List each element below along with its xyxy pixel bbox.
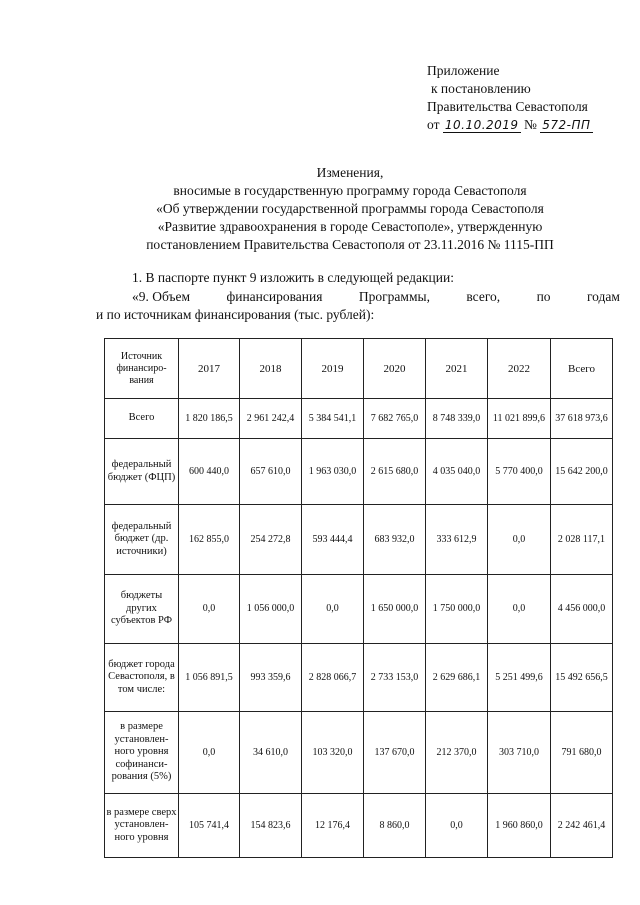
title-line: Изменения, — [316, 165, 384, 180]
paragraph-1: 1. В паспорте пункт 9 изложить в следующей редакции: — [132, 270, 454, 285]
cell: 993 359,6 — [240, 644, 302, 712]
cell: 5 384 541,1 — [302, 399, 364, 439]
word: «9. Объем — [132, 289, 191, 304]
cell: 5 770 400,0 — [488, 439, 551, 505]
title-line: постановлением Правительства Севастополя от 23.11.2016 № 1115-ПП — [146, 237, 554, 252]
cell: 2 733 153,0 — [364, 644, 426, 712]
appendix-date-line — [427, 116, 593, 134]
word: по — [536, 289, 551, 304]
table-row — [105, 399, 613, 439]
cell: 600 440,0 — [179, 439, 240, 505]
row-source: федеральный бюджет (др. источники) — [105, 505, 179, 575]
row-source: бюджеты других субъектов РФ — [105, 575, 179, 644]
title-line: «Развитие здравоохранения в городе Севастополе», утвержденную — [157, 219, 543, 234]
appendix-line-3: Правительства Севастополя — [427, 99, 588, 114]
header-year: 2017 — [179, 339, 240, 399]
header-year: 2021 — [426, 339, 488, 399]
cell: 0,0 — [488, 505, 551, 575]
cell: 254 272,8 — [240, 505, 302, 575]
table-row — [105, 505, 613, 575]
header-year: 2020 — [364, 339, 426, 399]
cell: 8 860,0 — [364, 794, 426, 858]
cell: 333 612,9 — [426, 505, 488, 575]
cell: 0,0 — [488, 575, 551, 644]
document-title — [60, 164, 640, 254]
number-prefix: № — [523, 117, 537, 132]
cell: 0,0 — [179, 575, 240, 644]
row-source: Всего — [105, 399, 179, 439]
header-source: Источник финансиро-вания — [105, 339, 179, 399]
cell: 2 028 117,1 — [551, 505, 613, 575]
cell: 5 251 499,6 — [488, 644, 551, 712]
appendix-line-2: к постановлению — [431, 81, 531, 96]
cell: 105 741,4 — [179, 794, 240, 858]
paragraph-2 — [96, 288, 620, 324]
cell: 2 629 686,1 — [426, 644, 488, 712]
cell: 657 610,0 — [240, 439, 302, 505]
appendix-line-1: Приложение — [427, 63, 500, 78]
cell: 4 456 000,0 — [551, 575, 613, 644]
cell: 1 056 891,5 — [179, 644, 240, 712]
cell: 683 932,0 — [364, 505, 426, 575]
row-source: федеральный бюджет (ФЦП) — [105, 439, 179, 505]
word: Программы, — [358, 289, 430, 304]
paragraph-2-line-1 — [96, 288, 620, 306]
cell: 303 710,0 — [488, 712, 551, 794]
financing-table — [104, 338, 613, 858]
header-year: 2022 — [488, 339, 551, 399]
cell: 137 670,0 — [364, 712, 426, 794]
title-line: «Об утверждении государственной программы города Севастополя — [156, 201, 544, 216]
cell: 0,0 — [179, 712, 240, 794]
cell: 162 855,0 — [179, 505, 240, 575]
cell: 0,0 — [302, 575, 364, 644]
cell: 1 750 000,0 — [426, 575, 488, 644]
cell: 791 680,0 — [551, 712, 613, 794]
handwritten-date: 10.10.2019 — [444, 118, 519, 132]
cell: 103 320,0 — [302, 712, 364, 794]
word: всего, — [466, 289, 501, 304]
row-source: бюджет города Севастополя, в том числе: — [105, 644, 179, 712]
cell: 15 492 656,5 — [551, 644, 613, 712]
cell: 12 176,4 — [302, 794, 364, 858]
row-source: в размере установлен-ного уровня софинанси-рования (5%) — [105, 712, 179, 794]
table-header-row — [105, 339, 613, 399]
cell: 593 444,4 — [302, 505, 364, 575]
word: годам — [586, 289, 620, 304]
cell: 2 615 680,0 — [364, 439, 426, 505]
date-prefix: от — [427, 117, 440, 132]
word: финансирования — [226, 289, 323, 304]
cell: 37 618 973,6 — [551, 399, 613, 439]
cell: 0,0 — [426, 794, 488, 858]
header-total: Всего — [551, 339, 613, 399]
table-row — [105, 794, 613, 858]
row-source: в размере сверх установлен-ного уровня — [105, 794, 179, 858]
cell: 15 642 200,0 — [551, 439, 613, 505]
cell: 2 961 242,4 — [240, 399, 302, 439]
handwritten-number: 572-ПП — [542, 118, 591, 132]
cell: 1 963 030,0 — [302, 439, 364, 505]
cell: 8 748 339,0 — [426, 399, 488, 439]
cell: 34 610,0 — [240, 712, 302, 794]
cell: 1 960 860,0 — [488, 794, 551, 858]
cell: 154 823,6 — [240, 794, 302, 858]
paragraph-2-line-2: и по источникам финансирования (тыс. рублей): — [96, 307, 375, 322]
cell: 1 056 000,0 — [240, 575, 302, 644]
cell: 1 650 000,0 — [364, 575, 426, 644]
cell: 4 035 040,0 — [426, 439, 488, 505]
header-year: 2019 — [302, 339, 364, 399]
table-row — [105, 439, 613, 505]
cell: 2 828 066,7 — [302, 644, 364, 712]
cell: 2 242 461,4 — [551, 794, 613, 858]
table-row — [105, 644, 613, 712]
cell: 11 021 899,6 — [488, 399, 551, 439]
header-year: 2018 — [240, 339, 302, 399]
table-row — [105, 575, 613, 644]
title-line: вносимые в государственную программу города Севастополя — [173, 183, 527, 198]
appendix-block — [427, 62, 593, 134]
cell: 7 682 765,0 — [364, 399, 426, 439]
table-row — [105, 712, 613, 794]
cell: 212 370,0 — [426, 712, 488, 794]
cell: 1 820 186,5 — [179, 399, 240, 439]
